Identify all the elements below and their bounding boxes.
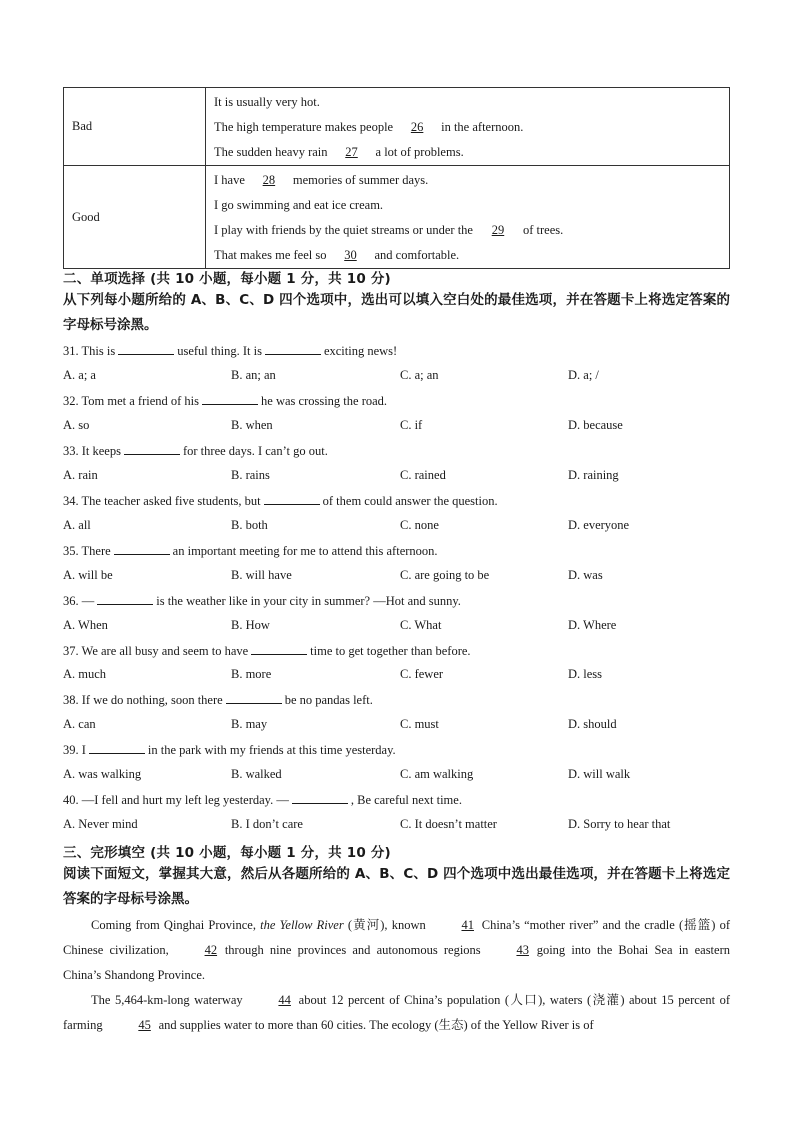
option-a: A. Never mind — [63, 817, 138, 831]
question-38: 38. If we do nothing, soon there be no pandas left. — [63, 693, 373, 707]
option-b: B. when — [231, 418, 273, 432]
option-a: A. rain — [63, 468, 98, 482]
option-a: A. was walking — [63, 767, 142, 781]
table-line: I have 28 memories of summer days. — [214, 168, 729, 193]
question-40: 40. —I fell and hurt my left leg yesterday. — , Be careful next time. — [63, 793, 462, 807]
option-d: D. raining — [568, 468, 619, 482]
option-d: D. everyone — [568, 518, 630, 532]
option-a: A. a; a — [63, 368, 96, 382]
option-d: D. will walk — [568, 767, 631, 781]
option-a: A. will be — [63, 568, 113, 582]
question-36: 36. — is the weather like in your city in summer? —Hot and sunny. — [63, 594, 461, 608]
good-lines — [206, 166, 730, 269]
options-40 — [63, 817, 730, 837]
option-b: B. an; an — [231, 368, 276, 382]
section-3-title: 三、完形填空 (共 10 小题，每小题 1 分，共 10 分) — [63, 845, 391, 861]
table-line: That makes me feel so 30 and comfortable. — [214, 243, 729, 268]
option-d: D. less — [568, 667, 603, 681]
table-line: I go swimming and eat ice cream. — [214, 198, 384, 212]
option-c: C. none — [400, 518, 439, 532]
passage-paragraph-1: Coming from Qinghai Province, the Yellow River (黄河), known 41 China’s “mother river” and the cradle (摇篮) of Chinese civilization, 42 through nine provinces and autonomous regions 43 going into the Bohai Sea in eastern China’s Shandong Province. — [63, 913, 730, 988]
option-d: D. was — [568, 568, 603, 582]
option-a: A. can — [63, 717, 96, 731]
option-c: C. rained — [400, 468, 446, 482]
question-32: 32. Tom met a friend of his he was crossing the road. — [63, 394, 388, 408]
blank-26: 26 — [410, 120, 424, 134]
option-c: C. if — [400, 418, 423, 432]
option-b: B. both — [231, 518, 268, 532]
gap-45: 45 — [138, 1018, 151, 1032]
option-a: A. all — [63, 518, 91, 532]
table-row-good — [64, 166, 730, 269]
option-c: C. are going to be — [400, 568, 490, 582]
river-name: the Yellow River — [260, 918, 344, 932]
option-a: A. When — [63, 618, 108, 632]
bad-lines — [206, 88, 730, 166]
option-b: B. will have — [231, 568, 292, 582]
gap-43: 43 — [516, 943, 529, 957]
option-a: A. so — [63, 418, 90, 432]
category-bad: Bad — [64, 88, 206, 166]
option-d: D. because — [568, 418, 623, 432]
question-34: 34. The teacher asked five students, but of them could answer the question. — [63, 494, 498, 508]
table-line: The high temperature makes people 26 in the afternoon. — [214, 115, 729, 140]
gap-41: 41 — [461, 918, 474, 932]
options-39 — [63, 767, 730, 787]
option-b: B. I don’t care — [231, 817, 303, 831]
options-34 — [63, 518, 730, 538]
gap-42: 42 — [204, 943, 218, 957]
options-38 — [63, 717, 730, 737]
option-c: C. fewer — [400, 667, 444, 681]
table-line: The sudden heavy rain 27 a lot of problems. — [214, 140, 729, 165]
options-37 — [63, 667, 730, 687]
option-b: B. rains — [231, 468, 270, 482]
options-33 — [63, 468, 730, 488]
question-35: 35. There an important meeting for me to attend this afternoon. — [63, 544, 438, 558]
option-c: C. It doesn’t matter — [400, 817, 497, 831]
option-b: B. more — [231, 667, 272, 681]
section-2-instruction: 从下列每小题所给的 A、B、C、D 四个选项中，选出可以填入空白处的最佳选项，并在答题卡上将选定答案的字母标号涂黑。 — [63, 292, 730, 333]
section-3-instruction: 阅读下面短文，掌握其大意，然后从各题所给的 A、B、C、D 四个选项中选出最佳选项，并在答题卡上将选定答案的字母标号涂黑。 — [63, 866, 730, 907]
option-b: B. may — [231, 717, 268, 731]
summer-table — [63, 87, 730, 269]
option-c: C. am walking — [400, 767, 474, 781]
question-39: 39. I in the park with my friends at this time yesterday. — [63, 743, 396, 757]
table-line: I play with friends by the quiet streams or under the 29 of trees. — [214, 218, 729, 243]
table-row-bad — [64, 88, 730, 166]
options-32 — [63, 418, 730, 438]
option-c: C. a; an — [400, 368, 439, 382]
blank-30: 30 — [344, 248, 357, 262]
passage-paragraph-2: The 5,464-km-long waterway 44 about 12 percent of China’s population (人口), waters (浇灌) about 15 percent of farming 45 and supplies water to more than 60 cities. The ecology (生态) of the Yellow River is of — [63, 988, 730, 1038]
option-b: B. How — [231, 618, 270, 632]
question-31: 31. This is useful thing. It is exciting news! — [63, 344, 398, 358]
option-d: D. Where — [568, 618, 617, 632]
gap-44: 44 — [278, 993, 291, 1007]
option-c: C. What — [400, 618, 442, 632]
table-line: It is usually very hot. — [214, 95, 320, 109]
options-36 — [63, 618, 730, 638]
blank-27: 27 — [345, 145, 358, 159]
option-d: D. a; / — [568, 368, 599, 382]
option-b: B. walked — [231, 767, 282, 781]
option-d: D. should — [568, 717, 617, 731]
option-c: C. must — [400, 717, 439, 731]
blank-29: 29 — [491, 223, 505, 237]
question-33: 33. It keeps for three days. I can’t go out. — [63, 444, 328, 458]
option-d: D. Sorry to hear that — [568, 817, 671, 831]
question-37: 37. We are all busy and seem to have time to get together than before. — [63, 644, 471, 658]
category-good: Good — [64, 166, 206, 269]
section-2-title: 二、单项选择 (共 10 小题，每小题 1 分，共 10 分) — [63, 271, 391, 287]
option-a: A. much — [63, 667, 107, 681]
options-31 — [63, 368, 730, 388]
blank-28: 28 — [262, 173, 276, 187]
options-35 — [63, 568, 730, 588]
